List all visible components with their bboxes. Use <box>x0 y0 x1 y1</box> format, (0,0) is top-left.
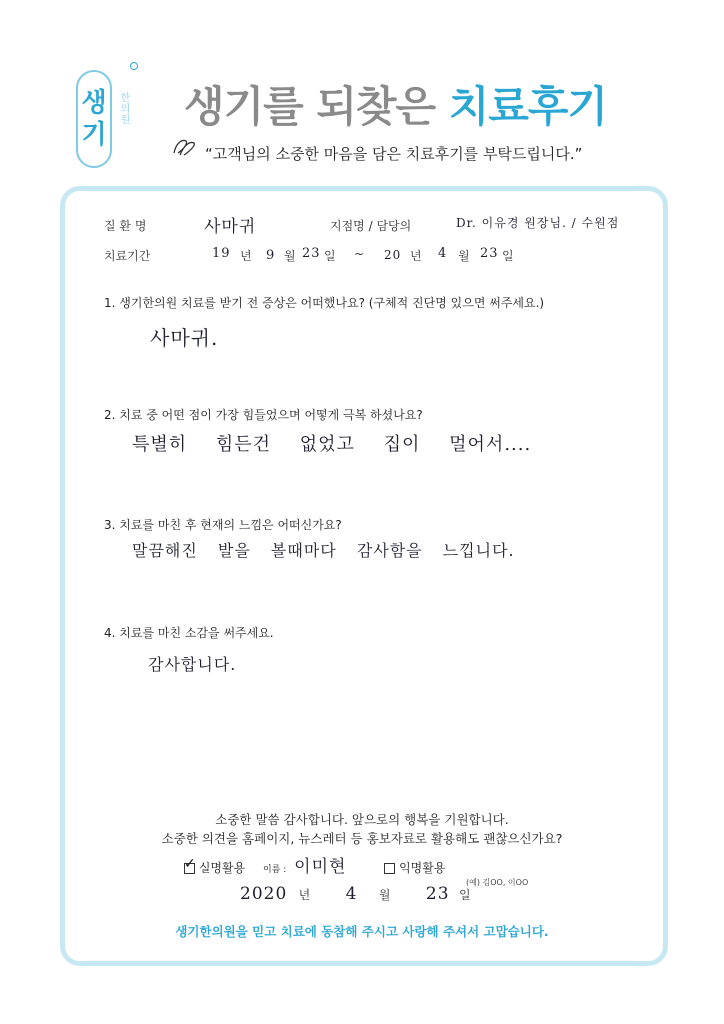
period-label: 치료기간 <box>104 249 151 263</box>
logo-dot-icon <box>130 62 138 70</box>
signature-month: 4 <box>345 884 358 904</box>
answer-2: 특별히 힘든건 없었고 집이 멀어서.... <box>132 434 532 455</box>
question-2: 2. 치료 중 어떤 점이 가장 힘들었으며 어떻게 극복 하셨나요? <box>104 408 423 422</box>
logo-subtext: 한의원 <box>118 92 129 125</box>
disease-label: 질 환 명 <box>104 219 147 233</box>
question-1: 1. 생기한의원 치료를 받기 전 증상은 어떠했나요? (구체적 진단명 있으면 써주세요.) <box>104 296 545 310</box>
name-example: (예) 김OO, 이OO <box>466 878 529 887</box>
title-blue: 치료후기 <box>448 82 607 131</box>
signature-year-unit: 년 <box>298 888 311 902</box>
signature-day-unit: 일 <box>458 888 471 902</box>
period-end-year: 20 <box>384 248 402 262</box>
real-name-option: 실명활용 <box>198 861 246 875</box>
period-start-month: 9 <box>266 248 276 263</box>
answer-4: 감사합니다. <box>148 655 237 674</box>
signature-date <box>240 884 471 904</box>
logo-char-top: 생 <box>81 88 107 118</box>
period-month-unit-start: 월 <box>284 249 296 263</box>
period-day-unit-start: 일 <box>324 249 336 263</box>
signature-year: 2020 <box>240 884 288 904</box>
name-value: 이미현 <box>294 857 347 877</box>
logo-char-bottom: 기 <box>81 120 107 150</box>
question-3: 3. 치료를 마친 후 현재의 느낌은 어떠신가요? <box>104 518 342 532</box>
period-start-year: 19 <box>212 246 231 261</box>
anonymous-option: 익명활용 <box>399 861 446 875</box>
period-start-day: 23 <box>302 246 321 261</box>
period-tilde: ~ <box>354 247 365 261</box>
closing-line-1: 소중한 말씀 감사합니다. 앞으로의 행복을 기원합니다. <box>215 812 509 827</box>
answer-3: 말끔해진 발을 볼때마다 감사함을 느낍니다. <box>132 541 515 560</box>
signature-day: 23 <box>425 884 450 904</box>
page-subtitle-quote: “고객님의 소중한 마음을 담은 치료후기를 부탁드립니다.” <box>205 145 583 163</box>
signature-month-unit: 월 <box>378 888 391 902</box>
period-year-unit-start: 년 <box>240 249 252 263</box>
question-4: 4. 치료를 마친 소감을 써주세요. <box>104 626 274 640</box>
footer-message: 생기한의원을 믿고 치료에 동참해 주시고 사랑해 주셔서 고맙습니다. <box>175 924 549 939</box>
logo-mark <box>76 70 112 168</box>
page-title <box>184 74 607 134</box>
closing-line-2: 소중한 의견을 홈페이지, 뉴스레터 등 홍보자료로 활용해도 괜찮으신가요? <box>161 831 563 846</box>
name-label: 이름 : <box>263 865 287 875</box>
title-grey: 생기를 되찾은 <box>184 82 436 131</box>
period-end-month: 4 <box>438 246 448 261</box>
pen-scribble-icon <box>170 135 198 159</box>
branch-value: Dr. 이유경 원장님. / 수원점 <box>456 216 620 230</box>
consent-row <box>184 852 445 876</box>
branch-label: 지점명 / 담당의 <box>330 219 412 233</box>
period-year-unit-end: 년 <box>410 249 422 263</box>
disease-value: 사마귀 <box>204 217 257 237</box>
period-month-unit-end: 월 <box>458 249 470 263</box>
period-day-unit-end: 일 <box>502 249 514 263</box>
anonymous-checkbox[interactable] <box>384 863 395 874</box>
period-end-day: 23 <box>480 246 499 261</box>
answer-1: 사마귀. <box>150 326 219 350</box>
clinic-logo <box>76 62 134 172</box>
real-name-checkbox[interactable] <box>184 863 195 874</box>
